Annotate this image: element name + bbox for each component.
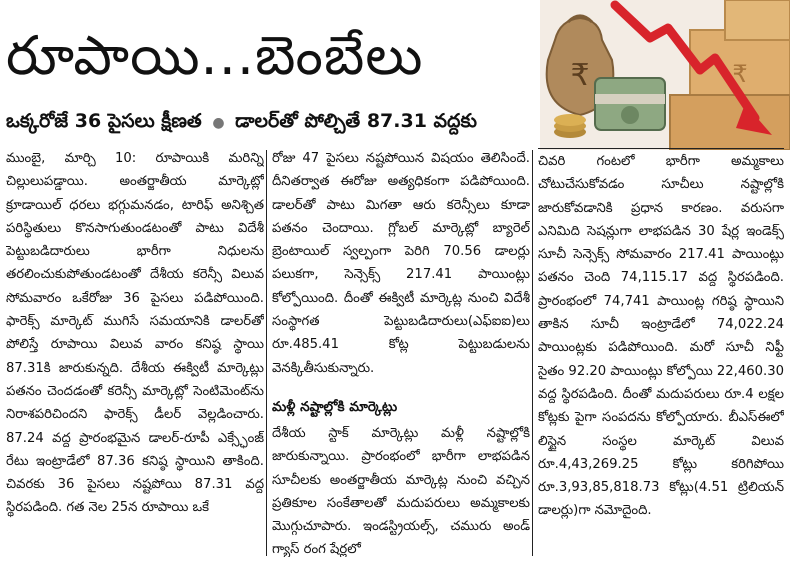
- column-top-rule: [538, 148, 784, 149]
- rupee-symbol-icon: ₹: [570, 58, 590, 93]
- article-column-1: [6, 147, 264, 557]
- subhead-left: ఒక్కరోజే 36 పైసలు క్షీణత: [6, 110, 202, 132]
- column-divider: [266, 150, 267, 556]
- headline: రూపాయి...బెంబేలు: [6, 24, 424, 87]
- column-divider: [532, 150, 533, 556]
- section-title: మళ్లీ నష్టాల్లోకి మార్కెట్లు: [272, 398, 398, 415]
- article-column-3: [538, 150, 784, 550]
- body-paragraph: చివరి గంటలో భారీగా అమ్మకాలు చోటుచేసుకోవడం సూచీలు నష్టాల్లోకి జారుకోవడానికి ప్రధాన కారణం. వరుసగా ఎనిమిది సెషన్లుగా లాభపడిన 30 షేర్ల ఇండెక్స్ సూచీ సెన్సెక్స్ సోమవారం 217.41 పాయింట్లు పతనం చెంది 74,115.17 వద్ద స్థిరపడింది. ప్రారంభంలో 74,741 పాయింట్ల గరిష్ఠ స్థాయిని తాకిన సూచీ ఇంట్రాడేలో 74,022.24 పాయింట్లకు పడిపోయింది. మరో సూచీ నిఫ్టీ సైతం 92.20 పాయింట్లు కోల్పోయి 22,460.30 వద్ద స్థిరపడింది. దీంతో మదుపరులు రూ.4 లక్షల కోట్లకు పైగా సంపదను కోల్పోయారు. బీఎస్ఈలో లిస్టైన సంస్థల మార్కెట్ విలువ రూ.4,43,269.25 కోట్లు కరిగిపోయి రూ.3,93,85,818.73 కోట్లు(4.51 ట్రిలియన్ డాలర్లు)గా నమోదైంది.: [538, 154, 784, 519]
- body-paragraph: దేశీయ స్టాక్ మార్కెట్లు మళ్లీ నష్టాల్లోకి జారుకున్నాయి. ప్రారంభంలో భారీగా లాభపడిన సూచీలకు అంతర్జాతీయ మార్కెట్ల నుంచి వచ్చిన ప్రతికూల సంకేతాలతో మదుపరులు అమ్మకాలకు మొగ్గుచూపారు. ఇండస్ట్రియల్స్, చమురు అండ్ గ్యాస్ రంగ షేర్లలో: [272, 425, 530, 557]
- article-column-2: [272, 147, 530, 557]
- body-paragraph: రోజు 47 పైసలు నష్టపోయిన విషయం తెలిసిందే. దీనితర్వాత ఈరోజు అత్యధికంగా పడిపోయింది. డాలర్‌తో పాటు మిగతా ఆరు కరెన్సీలు కూడా పతనం చెందాయి. గ్లోబల్ మార్కెట్లో బ్యారెల్ బ్రెంటాయిల్ స్వల్పంగా పెరిగి 70.56 డాలర్లు పలుకగా, సెన్సెక్స్ 217.41 పాయింట్లు కోల్పోయింది. దీంతో ఈక్విటీ మార్కెట్ల నుంచి విదేశీ సంస్థాగత పెట్టుబడిదారులు(ఎఫ్ఐఐ)లు రూ.485.41 కోట్ల పెట్టుబడులను వెనక్కితీసుకున్నారు.: [272, 151, 530, 376]
- subhead-right: డాలర్‌తో పోల్చితే 87.31 వద్దకు: [235, 110, 477, 132]
- subheadline: [6, 104, 786, 138]
- box-rupee-icon: ₹: [732, 60, 748, 88]
- bullet-separator-icon: ●: [212, 115, 225, 131]
- body-paragraph: ముంబై, మార్చి 10: రూపాయికి మరిన్ని చిల్లులుపడ్డాయి. అంతర్జాతీయ మార్కెట్లో క్రూడాయిల్ ధరలు భగ్గుమనడం, టారిఫ్ అనిశ్చిత పరిస్థితులు కొనసాగుతుండటంతో పాటు విదేశీ పెట్టుబడిదారులు భారీగా నిధులను తరలించుకుపోతుండటంతో దేశీయ కరెన్సీ విలువ సోమవారం ఒకేరోజు 36 పైసలు పడిపోయింది. ఫారెక్స్ మార్కెట్ ముగిసే సమయానికి డాలర్‌తో పోలిస్తే రూపాయి విలువ వారం కనిష్ఠ స్థాయి 87.31కి జారుకున్నది. దేశీయ ఈక్విటీ మార్కెట్లు పతనం చెందడంతో కరెన్సీ మార్కెట్లో సెంటిమెంట్‌ను నిరాశపరిచిందని ఫారెక్స్ డీలర్ వెల్లడించారు. 87.24 వద్ద ప్రారంభమైన డాలర్-రూపీ ఎక్స్ఛేంజ్ రేటు ఇంట్రాడేలో 87.36 కనిష్ఠ స్థాయిని తాకింది. చివరకు 36 పైసలు నష్టపోయి 87.31 వద్ద స్థిరపడింది. గత నెల 25న రూపాయి ఒకే: [6, 151, 264, 516]
